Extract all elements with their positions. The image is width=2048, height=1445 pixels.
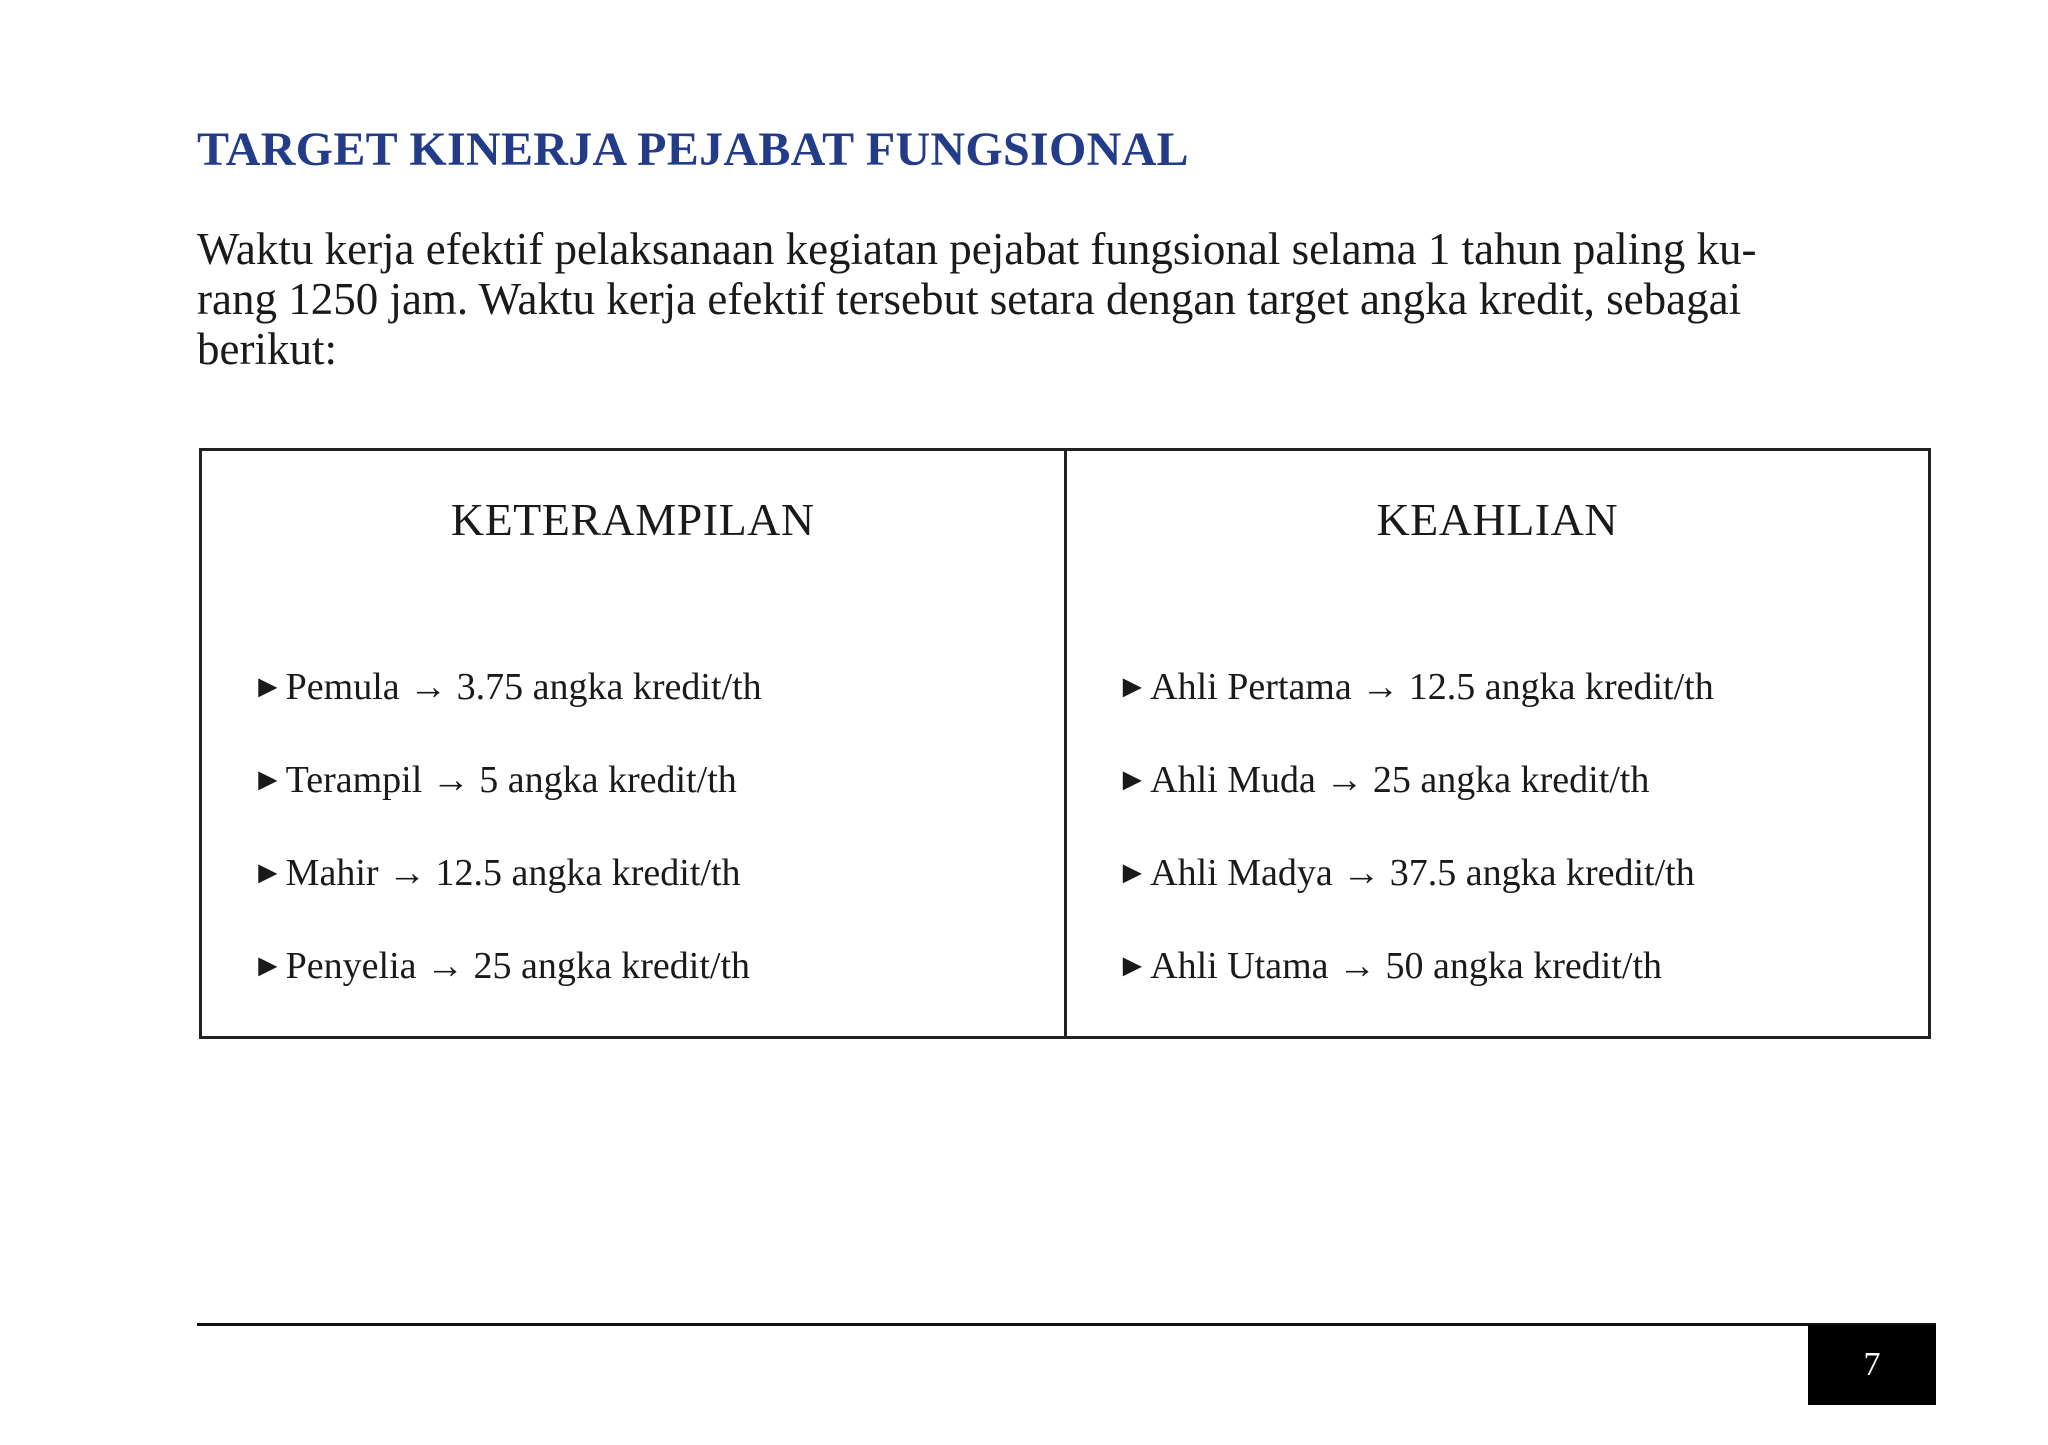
column-keterampilan	[202, 451, 1064, 1036]
credit-target-table	[199, 448, 1931, 1039]
keterampilan-list	[252, 661, 762, 1033]
list-item	[1117, 847, 1714, 940]
triangle-bullet-icon: ►	[1116, 947, 1149, 983]
triangle-bullet-icon: ►	[1116, 854, 1149, 890]
list-item-text: Ahli Utama → 50 angka kredit/th	[1150, 945, 1663, 987]
page-number: 7	[1808, 1325, 1936, 1405]
intro-paragraph	[197, 224, 1877, 374]
list-item	[1117, 754, 1714, 847]
intro-line: Waktu kerja efektif pelaksanaan kegiatan pejabat fungsional selama 1 tahun paling ku-	[197, 224, 1757, 274]
triangle-bullet-icon: ►	[252, 854, 284, 890]
page-title: TARGET KINERJA PEJABAT FUNGSIONAL	[197, 123, 1189, 176]
list-item	[252, 661, 762, 754]
intro-line: berikut:	[197, 324, 337, 374]
list-item-text: Pemula → 3.75 angka kredit/th	[285, 666, 762, 708]
list-item	[252, 754, 762, 847]
column-header-keterampilan: KETERAMPILAN	[450, 494, 815, 545]
column-keahlian	[1064, 451, 1929, 1036]
triangle-bullet-icon: ►	[252, 761, 284, 797]
triangle-bullet-icon: ►	[1116, 668, 1149, 704]
list-item-text: Ahli Pertama → 12.5 angka kredit/th	[1150, 666, 1714, 708]
list-item	[1117, 940, 1714, 1033]
list-item	[1117, 661, 1714, 754]
triangle-bullet-icon: ►	[252, 668, 284, 704]
keahlian-list	[1117, 661, 1714, 1033]
list-item	[252, 940, 762, 1033]
list-item-text: Penyelia → 25 angka kredit/th	[285, 945, 751, 987]
list-item-text: Mahir → 12.5 angka kredit/th	[285, 852, 741, 894]
list-item-text: Terampil → 5 angka kredit/th	[285, 759, 737, 801]
footer-divider	[197, 1323, 1936, 1326]
column-header-keahlian: KEAHLIAN	[1376, 494, 1619, 545]
list-item	[252, 847, 762, 940]
intro-line: rang 1250 jam. Waktu kerja efektif tersebut setara dengan target angka kredit, sebagai	[197, 274, 1742, 324]
list-item-text: Ahli Madya → 37.5 angka kredit/th	[1150, 852, 1695, 894]
triangle-bullet-icon: ►	[252, 947, 284, 983]
list-item-text: Ahli Muda → 25 angka kredit/th	[1150, 759, 1650, 801]
triangle-bullet-icon: ►	[1116, 761, 1149, 797]
